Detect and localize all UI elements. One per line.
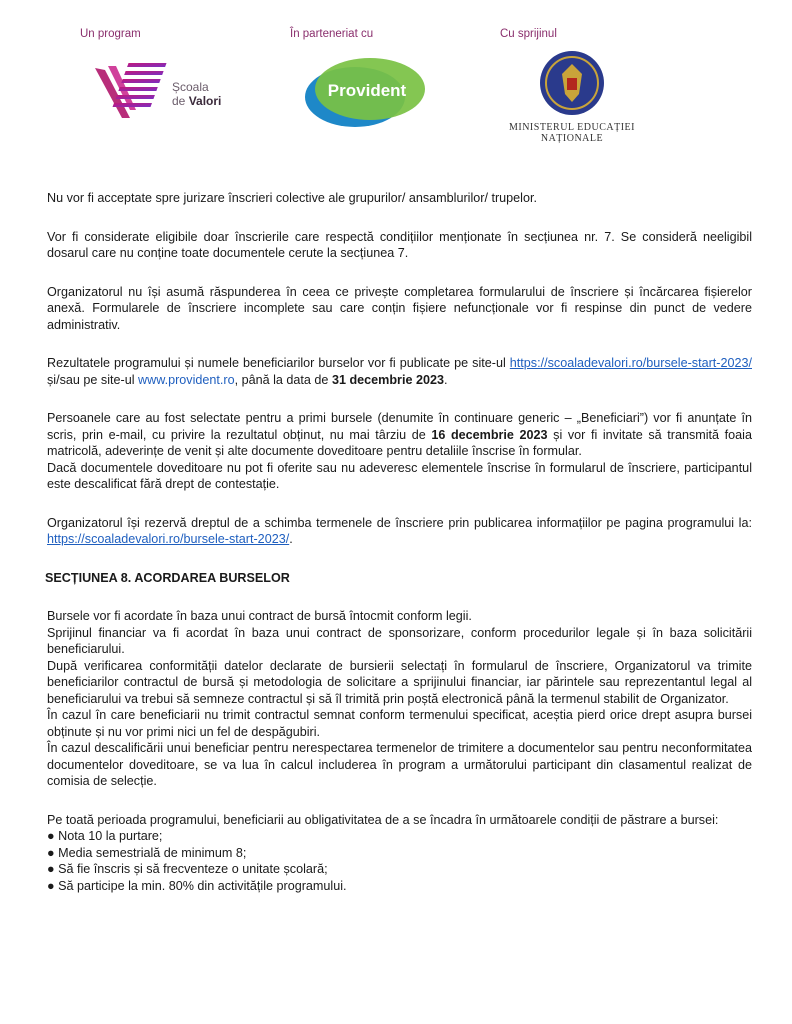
scoala-de-valori-logo-icon <box>90 48 250 128</box>
section-8-verification: După verificarea conformității datelor declarate de bursierii selectați în formularul de înscriere, Organizatorul va trimite beneficiarilor contractul de bursă și metodologia de solicitare a sprijinului financiar, iar părintele sau reprezentantul legal al beneficiarului va trebui să semneze contractul și să îl trimită prin poștă electronică până la termenul stabilit de Organizator. <box>47 658 752 706</box>
ministry-line2: NAȚIONALE <box>540 133 604 144</box>
paragraph-disqualification: Dacă documentele doveditoare nu pot fi oferite sau nu adeveresc elementele înscrise în formularul de înscriere, participantul este descalificat fără drept de contestație. <box>47 460 752 491</box>
condition-item: ● Nota 10 la purtare; <box>47 829 163 843</box>
government-seal-icon <box>537 48 607 118</box>
section-8-title: SECȚIUNEA 8. ACORDAREA BURSELOR <box>45 570 290 585</box>
condition-item: ● Media semestrială de minimum 8; <box>47 845 247 860</box>
program-label: Un program <box>80 28 141 40</box>
provident-logo-text: Provident <box>327 81 407 100</box>
terms-program-link[interactable]: https://scoaladevalori.ro/bursele-start-2023/ <box>47 532 290 546</box>
section-8-sponsorship: Sprijinul financiar va fi acordat în baza unui contract de sponsorizare, conform procedurilor legale și în baza solicitării beneficiarului. <box>47 625 752 656</box>
partner-logo-block <box>290 28 373 40</box>
paragraph-collective-entries: Nu vor fi acceptate spre jurizare înscrieri colective ale grupurilor/ ansamblurilor/ trupelor. <box>47 191 537 205</box>
section-8-unsigned-contract: În cazul în care beneficiarii nu trimit contractul semnat conform termenului specificat, aceștia pierd orice drept asupra bursei obținute și nu vor primi nici un fel de despăgubiri. <box>47 708 752 739</box>
provident-logo-icon <box>300 53 435 131</box>
ministry-line1: MINISTERUL EDUCAȚIEI <box>508 122 635 133</box>
results-text-a: Rezultatele programului și numele beneficiarilor burselor vor fi publicate pe site-ul <box>47 356 510 370</box>
results-program-link[interactable]: https://scoaladevalori.ro/bursele-start-2023/ <box>509 356 752 370</box>
results-text-d: . <box>443 372 448 387</box>
support-logo-block <box>500 28 557 40</box>
document-header <box>0 18 792 148</box>
document-body <box>47 190 752 894</box>
paragraph-results <box>47 355 752 388</box>
ministry-name <box>497 122 647 144</box>
results-text-b: și/sau pe site-ul <box>47 372 138 387</box>
notification-deadline: 16 decembrie 2023 <box>431 427 548 442</box>
scoala-line: Școala <box>172 80 209 94</box>
paragraph-responsibility: Organizatorul nu își asumă răspunderea în ceea ce privește completarea formularului de înscriere și încărcarea fișierelor anexă. Formularele de înscriere incomplete sau care conțin fișiere nefuncționale vor fi respinse din punct de vedere administrativ. <box>47 284 752 332</box>
scoala-line2-prefix: de <box>172 94 189 108</box>
condition-item: ● Să participe la min. 80% din activitățile programului. <box>47 878 347 893</box>
section-8-replacement: În cazul descalificării unui beneficiar pentru nerespectarea termenelor de trimitere a documentelor sau pentru neconformitatea documentelor doveditoare, se va lua în calcul includerea în program a următorului participant din clasamentul realizat de comisia de selecție. <box>47 741 752 788</box>
notification-text-b: și vor fi invitate să transmită foaia matricolă, adeverințe de venit și alte documente doveditoare pentru detaliile înscrise în formular. <box>47 427 752 458</box>
paragraph-selected-notification <box>47 410 752 460</box>
conditions-intro: Pe toată perioada programului, beneficiarii au obligativitatea de a se încadra în următoarele condiții de păstrare a bursei: <box>47 812 719 827</box>
paragraph-eligibility: Vor fi considerate eligibile doar înscrierile care respectă condițiilor menționate în secțiunea nr. 7. Se consideră neeligibil dosarul care nu conține toate documentele cerute la secțiunea 7. <box>47 229 752 260</box>
condition-item: ● Să fie înscris și să frecventeze o unitate școlară; <box>47 862 328 876</box>
results-text-c: , până la data de <box>234 372 332 387</box>
partner-label: În parteneriat cu <box>290 28 374 40</box>
support-label: Cu sprijinul <box>500 28 557 40</box>
program-logo-block <box>80 28 141 40</box>
results-deadline: 31 decembrie 2023 <box>331 372 444 387</box>
provident-site-link[interactable]: www.provident.ro <box>138 372 235 387</box>
paragraph-terms-change <box>47 515 752 548</box>
scoala-line2-bold: Valori <box>188 94 222 108</box>
section-8-contract: Bursele vor fi acordate în baza unui contract de bursă întocmit conform legii. <box>47 609 472 623</box>
terms-text-b: . <box>289 532 293 546</box>
scoala-de-valori-wordmark <box>172 80 221 108</box>
notification-text-a: Persoanele care au fost selectate pentru a primi bursele (denumite în continuare generic – „Beneficiari”) vor fi anunțate în scris, prin e-mail, cu privire la rezultatul obținut, nu mai târziu de <box>47 411 752 442</box>
terms-text-a: Organizatorul își rezervă dreptul de a schimba termenele de înscriere prin publicarea informațiilor pe pagina programului la: <box>47 515 752 530</box>
